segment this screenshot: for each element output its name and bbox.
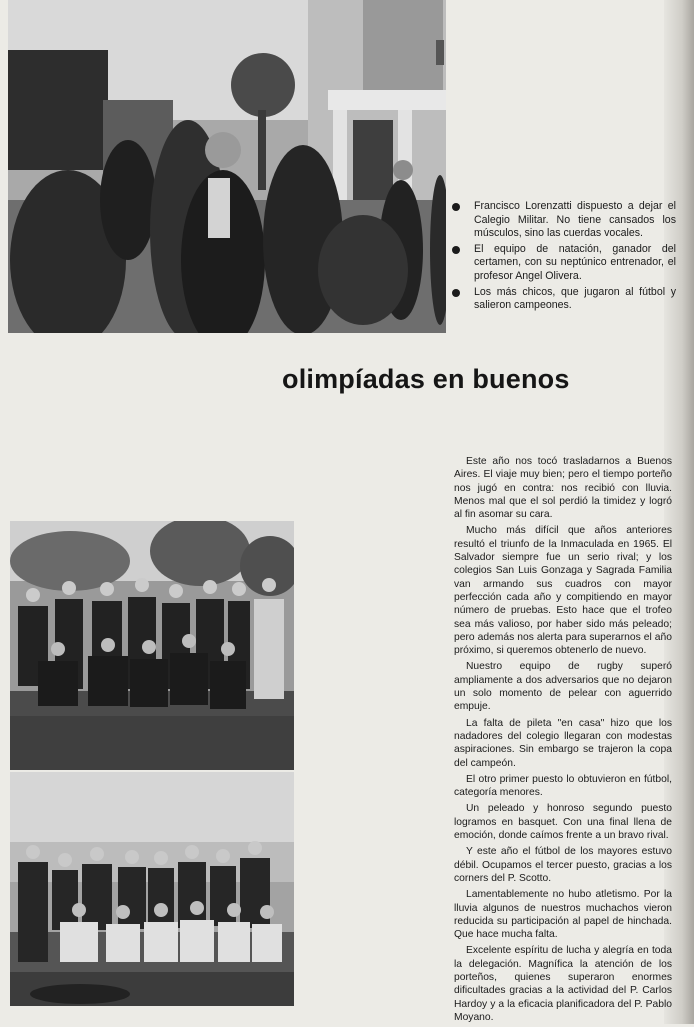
article-paragraph: Mucho más difícil que años anteriores resultó el triunfo de la Inmaculada en 1965. El Salvador siempre fue un serio rival; y los colegios San Luis Gonzaga y Sagrada Familia van armando sus cuadros con mayor perfección cada año y compitiendo en mayor número de pruebas. Esto hace que el trofeo sea más valioso, por haber sido más peleado; pero además nos alerta para superarnos el año próximo, si queremos obtenerlo de nuevo.: [454, 525, 672, 657]
caption-text: El equipo de natación, ganador del certamen, con su neptúnico entrenador, el profesor Angel Olivera.: [474, 242, 676, 282]
article-body: [454, 455, 672, 1027]
bullet-icon: [452, 246, 460, 254]
article-paragraph: Un peleado y honroso segundo puesto logramos en basquet. Con una final llena de emoción, donde caímos frente a un bravo rival.: [454, 803, 672, 842]
bullet-icon: [452, 203, 460, 211]
page-title: olimpíadas en buenos: [282, 364, 570, 394]
caption-item: [452, 243, 676, 284]
article-paragraph: Este año nos tocó trasladarnos a Buenos Aires. El viaje muy bien; pero el tiempo porteño nos jugó en contra: nos recibió con lluvia. Menos mal que el sol perdió la timidez y logró al fin asomar su cara.: [454, 456, 672, 521]
article-paragraph: Y este año el fútbol de los mayores estuvo débil. Ocupamos el tercer puesto, gracias a los corners del P. Scotto.: [454, 846, 672, 884]
caption-text: Los más chicos, que jugaron al fútbol y salieron campeones.: [474, 285, 676, 312]
caption-item: [452, 200, 676, 241]
article-paragraph: Lamentablemente no hubo atletismo. Por la lluvia algunos de nuestros muchachos vieron reducida su participación al papel de hinchada. Que hace mucha falta.: [454, 889, 672, 941]
photo-captions: [452, 200, 676, 315]
bullet-icon: [452, 289, 460, 297]
caption-item: [452, 286, 676, 313]
photo-football-team: [10, 772, 294, 1006]
photo-lorenzatti: [8, 0, 446, 333]
article-paragraph: El otro primer puesto lo obtuvieron en fútbol, categoría menores.: [454, 773, 672, 799]
article-paragraph: La falta de pileta "en casa" hizo que los nadadores del colegio llegaran con modestas aspiraciones. Sin embargo se trajeron la copa del campeón.: [454, 717, 672, 769]
article-paragraph: Excelente espíritu de lucha y alegría en toda la delegación. Magnífica la atención de los porteños, quienes superaron enormes dificultades gracias a la actividad del P. Carlos Hardoy y a la eficacia planificadora del P. Pablo Moyano.: [454, 945, 672, 1023]
photo-swimming-team: [10, 521, 294, 770]
article-paragraph: Nuestro equipo de rugby superó ampliamente a dos adversarios que no dejaron un solo momento de pelear con aguerrido empuje.: [454, 661, 672, 713]
caption-text: Francisco Lorenzatti dispuesto a dejar el Calegio Militar. No tiene cansados los músculos, sino las cuerdas vocales.: [474, 200, 676, 240]
